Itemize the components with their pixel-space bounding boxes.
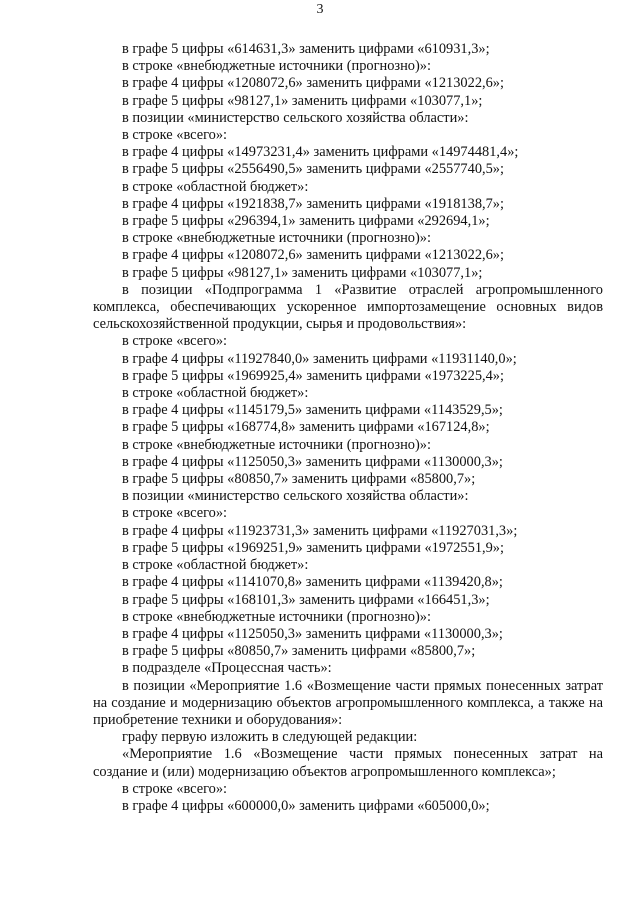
paragraph-text: в позиции «Подпрограмма 1 «Развитие отраслей агропромышленного комплекса, обеспечивающих ускоренное импортозамещение основных видов сельскохозяйственной продукции, сырья и продовольствия»: [93, 281, 603, 333]
text-line: в строке «областной бюджет»: [122, 557, 309, 574]
text-line: в строке «всего»: [122, 505, 228, 522]
text-line: в строке «внебюджетные источники (прогнозно)»: [122, 608, 431, 625]
paragraph-text: в позиции «Мероприятие 1.6 «Возмещение части прямых понесенных затрат на создание и модернизацию объектов агропромышленного комплекса, а также на приобретение техники и оборудования»: [93, 677, 603, 728]
text-line: в строке «всего»: [122, 127, 228, 144]
text-line: в графе 4 цифры «14973231,4» заменить цифрами «14974481,4»; [122, 144, 519, 161]
document-body [93, 41, 603, 815]
text-line: в графе 4 цифры «1125050,3» заменить цифрами «1130000,3»; [122, 453, 503, 470]
paragraph-subprogram [93, 282, 603, 334]
text-line: в графе 5 цифры «2556490,5» заменить цифрами «2557740,5»; [122, 161, 504, 178]
page-number: 3 [316, 2, 324, 17]
text-line: в графе 5 цифры «80850,7» заменить цифрами «85800,7»; [122, 643, 476, 660]
text-line: в графе 4 цифры «1141070,8» заменить цифрами «1139420,8»; [122, 574, 503, 591]
text-line: в графе 4 цифры «1921838,7» заменить цифрами «1918138,7»; [122, 195, 504, 212]
text-line: в строке «областной бюджет»: [122, 385, 309, 402]
text-line: в графе 5 цифры «1969251,9» заменить цифрами «1972551,9»; [122, 539, 504, 556]
text-line: в графе 5 цифры «168101,3» заменить цифрами «166451,3»; [122, 591, 490, 608]
text-line: в строке «всего»: [122, 780, 228, 797]
text-line: в строке «внебюджетные источники (прогнозно)»: [122, 58, 431, 75]
text-line: в графе 4 цифры «600000,0» заменить цифрами «605000,0»; [122, 797, 490, 814]
text-line: в графе 4 цифры «11927840,0» заменить цифрами «11931140,0»; [122, 350, 517, 367]
text-line: в графе 4 цифры «1145179,5» заменить цифрами «1143529,5»; [122, 402, 503, 419]
text-line: в строке «областной бюджет»: [122, 178, 309, 195]
text-line: в графе 5 цифры «614631,3» заменить цифрами «610931,3»; [122, 41, 490, 57]
text-line: в графе 5 цифры «80850,7» заменить цифрами «85800,7»; [122, 471, 476, 488]
text-line: в позиции «министерство сельского хозяйства области»: [122, 109, 469, 126]
paragraph-text: «Мероприятие 1.6 «Возмещение части прямых понесенных затрат на создание и (или) модернизацию объектов агропромышленного комплекса»; [93, 746, 603, 780]
text-line: в графе 5 цифры «98127,1» заменить цифрами «103077,1»; [122, 92, 483, 109]
paragraph-new-text [93, 746, 603, 780]
text-line: в графе 5 цифры «168774,8» заменить цифрами «167124,8»; [122, 419, 490, 436]
text-line: в строке «внебюджетные источники (прогнозно)»: [122, 230, 431, 247]
text-line: в строке «внебюджетные источники (прогнозно)»: [122, 436, 431, 453]
text-line: в строке «всего»: [122, 333, 228, 350]
text-line: в позиции «министерство сельского хозяйства области»: [122, 488, 469, 505]
paragraph-measure [93, 678, 603, 730]
text-line: в графе 5 цифры «296394,1» заменить цифрами «292694,1»; [122, 213, 490, 230]
text-line: в графе 4 цифры «1125050,3» заменить цифрами «1130000,3»; [122, 625, 503, 642]
text-line: в графе 5 цифры «98127,1» заменить цифрами «103077,1»; [122, 264, 483, 281]
text-line: в подразделе «Процессная часть»: [122, 660, 332, 677]
text-line: графу первую изложить в следующей редакции: [122, 729, 418, 746]
text-line: в графе 4 цифры «1208072,6» заменить цифрами «1213022,6»; [122, 247, 504, 264]
text-line: в графе 4 цифры «1208072,6» заменить цифрами «1213022,6»; [122, 75, 504, 92]
text-line: в графе 4 цифры «11923731,3» заменить цифрами «11927031,3»; [122, 522, 518, 539]
text-line: в графе 5 цифры «1969925,4» заменить цифрами «1973225,4»; [122, 367, 504, 384]
